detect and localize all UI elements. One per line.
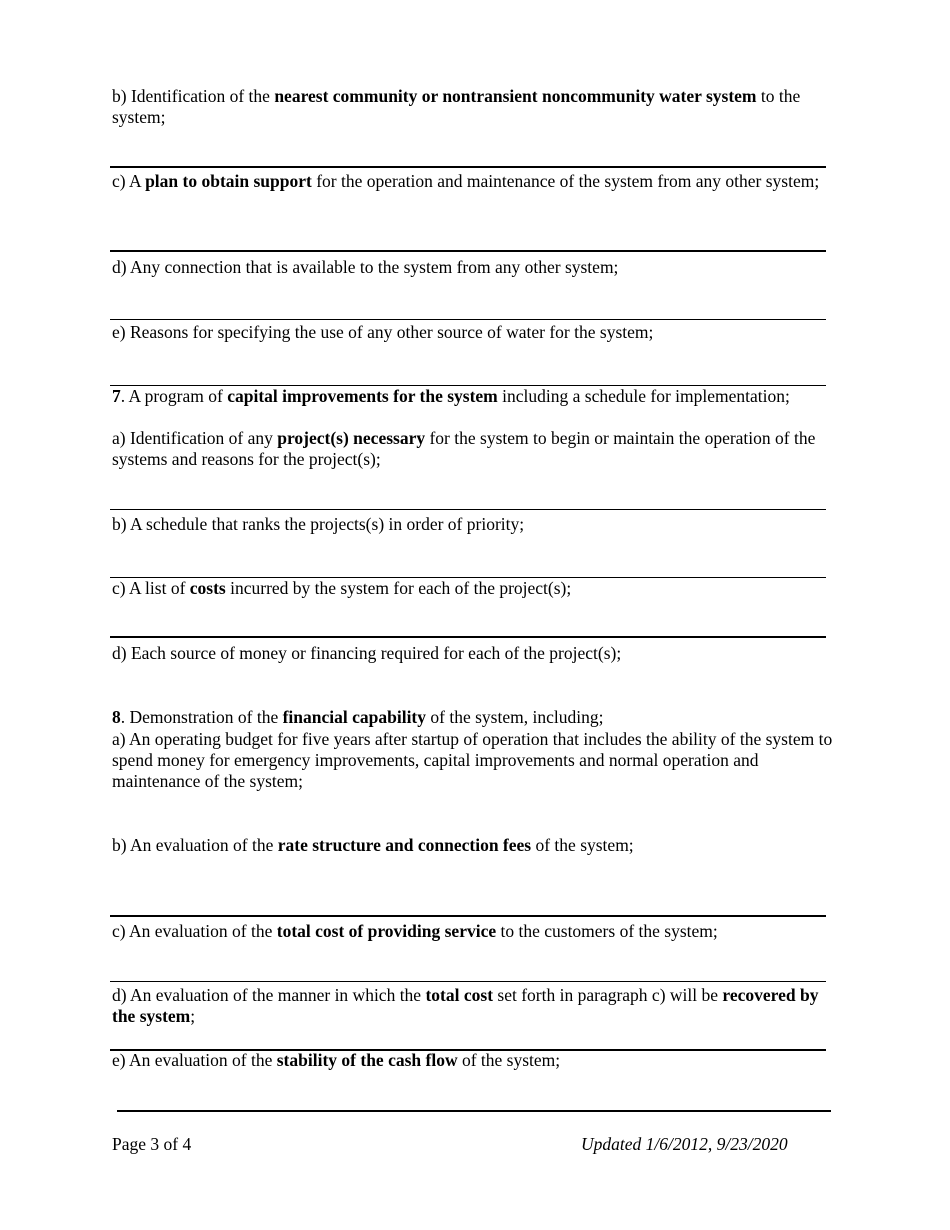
item-7a: a) Identification of any project(s) necessary for the system to begin or maintain the operation of the systems and reasons for the project(s); [112, 428, 816, 469]
answer-line-6d [110, 319, 826, 320]
item-6e: e) Reasons for specifying the use of any other source of water for the system; [112, 322, 654, 342]
item-8b: b) An evaluation of the rate structure and connection fees of the system; [112, 835, 634, 855]
item-7c: c) A list of costs incurred by the system for each of the project(s); [112, 578, 572, 598]
item-6d: d) Any connection that is available to the system from any other system; [112, 257, 619, 277]
answer-line-8c [110, 981, 826, 982]
item-8-heading: 8. Demonstration of the financial capability of the system, including; [112, 707, 604, 727]
item-6b: b) Identification of the nearest community or nontransient noncommunity water system to the system; [112, 86, 801, 127]
answer-line-6c [110, 250, 826, 252]
footer-divider [117, 1110, 831, 1112]
item-7d: d) Each source of money or financing required for each of the project(s); [112, 643, 622, 663]
item-8a: a) An operating budget for five years after startup of operation that includes the ability of the system to spend money for emergency improvements, capital improvements and normal operation and maintenance of the system; [112, 729, 833, 791]
item-8e: e) An evaluation of the stability of the cash flow of the system; [112, 1050, 561, 1070]
item-8c: c) An evaluation of the total cost of providing service to the customers of the system; [112, 921, 718, 941]
answer-line-7a [110, 509, 826, 510]
item-7b: b) A schedule that ranks the projects(s) in order of priority; [112, 514, 525, 534]
answer-line-7c [110, 636, 826, 638]
updated-date: Updated 1/6/2012, 9/23/2020 [581, 1134, 788, 1154]
answer-line-8b [110, 915, 826, 917]
answer-line-6b [110, 166, 826, 168]
item-8d: d) An evaluation of the manner in which the total cost set forth in paragraph c) will be recovered by the system; [112, 985, 819, 1026]
page-number: Page 3 of 4 [112, 1134, 192, 1154]
item-6c: c) A plan to obtain support for the operation and maintenance of the system from any other system; [112, 171, 820, 191]
item-7-heading: 7. A program of capital improvements for the system including a schedule for implementation; [112, 386, 790, 406]
